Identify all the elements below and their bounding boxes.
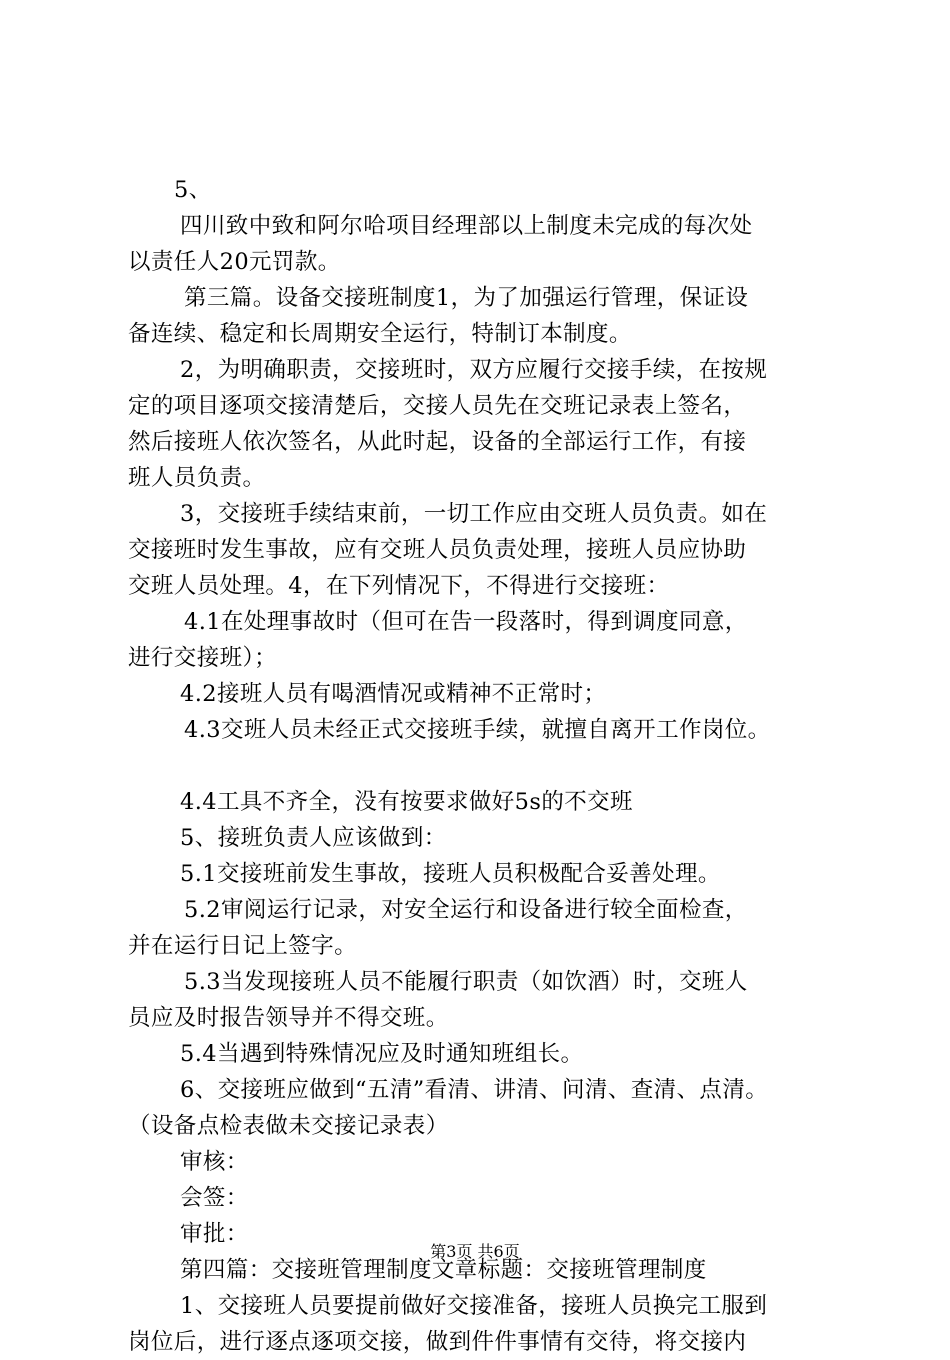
page-footer: 第3页 共6页	[430, 1242, 520, 1261]
text-line: 并在运行日记上签字。	[128, 933, 358, 959]
text-line: 进行交接班）；	[128, 645, 278, 671]
text-line: 备连续、稳定和长周期安全运行，特制订本制度。	[128, 321, 632, 347]
text-line: 6、交接班应做到“五清”看清、讲清、问清、查清、点清。	[180, 1077, 769, 1103]
text-line: 会签：	[180, 1185, 249, 1211]
text-line: 4.2接班人员有喝酒情况或精神不正常时；	[180, 681, 607, 707]
text-line: 第三篇。设备交接班制度1，为了加强运行管理，保证设	[184, 285, 749, 311]
blank-line	[128, 748, 858, 784]
text-line: 然后接班人依次签名，从此时起，设备的全部运行工作，有接	[128, 429, 747, 455]
text-line: 3，交接班手续结束前，一切工作应由交班人员负责。如在	[180, 501, 768, 527]
text-line: 4.4工具不齐全，没有按要求做好5s的不交班	[180, 789, 633, 815]
text-line: 审核：	[180, 1149, 249, 1175]
text-line: 5.1交接班前发生事故，接班人员积极配合妥善处理。	[180, 861, 721, 887]
text-line: 交接班时发生事故，应有交班人员负责处理，接班人员应协助	[128, 537, 747, 563]
text-line: 5.2审阅运行记录，对安全运行和设备进行较全面检查，	[184, 897, 748, 923]
text-line: 2，为明确职责，交接班时，双方应履行交接手续，在按规	[180, 357, 768, 383]
text-line: 员应及时报告领导并不得交班。	[128, 1005, 449, 1031]
text-line: 交班人员处理。4，在下列情况下，不得进行交接班：	[128, 573, 670, 599]
text-line: 5.3当发现接班人员不能履行职责（如饮酒）时，交班人	[184, 969, 748, 995]
document-body	[128, 172, 858, 1360]
text-line: 4.3交班人员未经正式交接班手续，就擅自离开工作岗位。	[184, 717, 771, 743]
text-line: （设备点检表做未交接记录表）	[128, 1113, 449, 1139]
text-line: 5.4当遇到特殊情况应及时通知班组长。	[180, 1041, 584, 1067]
text-line: 定的项目逐项交接清楚后，交接人员先在交班记录表上签名，	[128, 393, 747, 419]
text-line: 以责任人20元罚款。	[128, 249, 341, 275]
text-line: 5、接班负责人应该做到：	[180, 825, 447, 851]
text-line: 1、交接班人员要提前做好交接准备，接班人员换完工服到	[180, 1293, 768, 1319]
text-line: 岗位后，进行逐点逐项交接，做到件件事情有交待，将交接内	[128, 1329, 747, 1355]
text-line: 班人员负责。	[128, 465, 266, 491]
text-line: 审批：	[180, 1221, 249, 1247]
text-line: 4.1在处理事故时（但可在告一段落时，得到调度同意，	[184, 609, 748, 635]
text-line: 四川致中致和阿尔哈项目经理部以上制度未完成的每次处	[180, 213, 753, 239]
text-line: 第四篇：交接班管理制度文章标题：交接班管理制度	[180, 1257, 707, 1283]
text-line: 5、	[174, 177, 212, 203]
